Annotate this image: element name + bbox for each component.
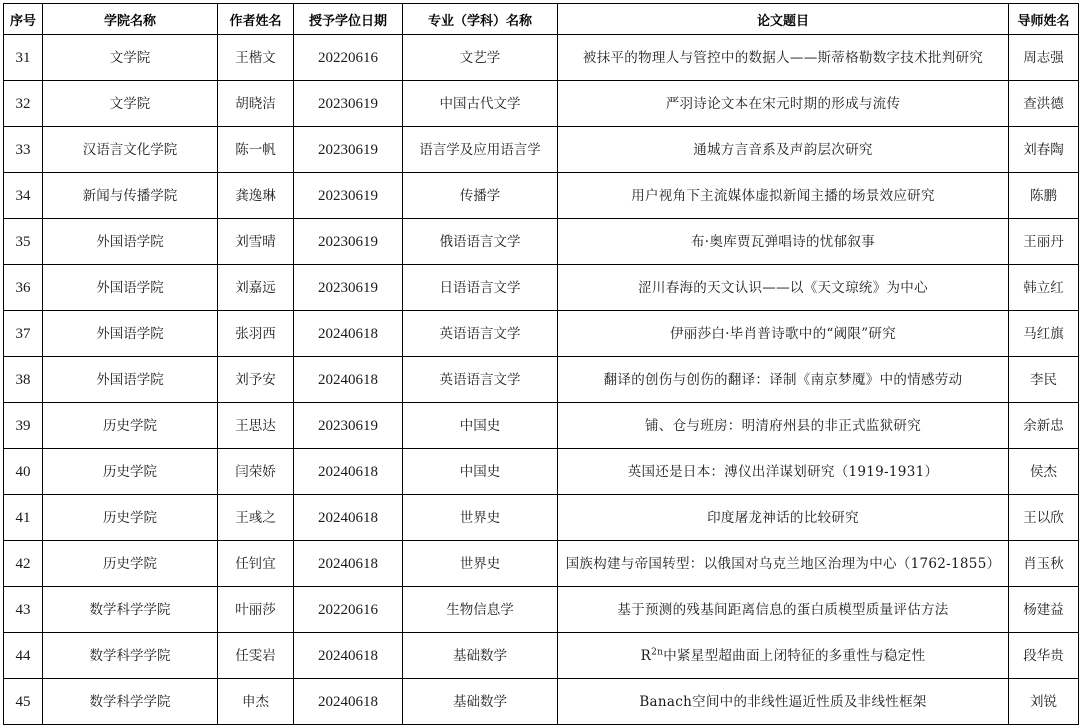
cell-title: 通城方言音系及声韵层次研究 <box>558 127 1009 173</box>
cell-major: 基础数学 <box>403 633 558 679</box>
cell-advisor: 侯杰 <box>1009 449 1079 495</box>
cell-college: 文学院 <box>43 81 218 127</box>
table-row <box>4 541 1079 587</box>
cell-author: 刘嘉远 <box>218 265 294 311</box>
cell-college: 外国语学院 <box>43 311 218 357</box>
cell-college: 外国语学院 <box>43 357 218 403</box>
title-text: 中紧星型超曲面上闭特征的多重性与稳定性 <box>663 647 926 664</box>
cell-college: 数学科学学院 <box>43 587 218 633</box>
cell-title: 涩川春海的天文认识——以《天文琼统》为中心 <box>558 265 1009 311</box>
cell-college: 文学院 <box>43 35 218 81</box>
cell-index: 36 <box>4 265 43 311</box>
cell-title: Banach空间中的非线性逼近性质及非线性框架 <box>558 679 1009 725</box>
cell-index: 41 <box>4 495 43 541</box>
cell-date: 20240618 <box>294 679 403 725</box>
title-superscript: 2n <box>651 647 664 657</box>
cell-major: 世界史 <box>403 495 558 541</box>
cell-author: 王思达 <box>218 403 294 449</box>
cell-date: 20230619 <box>294 219 403 265</box>
cell-major: 语言学及应用语言学 <box>403 127 558 173</box>
cell-major: 基础数学 <box>403 679 558 725</box>
table-row <box>4 35 1079 81</box>
cell-author: 王彧之 <box>218 495 294 541</box>
cell-author: 张羽西 <box>218 311 294 357</box>
cell-advisor: 李民 <box>1009 357 1079 403</box>
cell-index: 35 <box>4 219 43 265</box>
cell-author: 闫荣娇 <box>218 449 294 495</box>
cell-major: 生物信息学 <box>403 587 558 633</box>
table-row <box>4 265 1079 311</box>
cell-author: 陈一帆 <box>218 127 294 173</box>
cell-college: 数学科学学院 <box>43 679 218 725</box>
cell-advisor: 段华贵 <box>1009 633 1079 679</box>
cell-index: 32 <box>4 81 43 127</box>
cell-index: 38 <box>4 357 43 403</box>
cell-title <box>558 633 1009 679</box>
cell-major: 中国史 <box>403 449 558 495</box>
cell-index: 33 <box>4 127 43 173</box>
cell-author: 王楷文 <box>218 35 294 81</box>
cell-college: 外国语学院 <box>43 219 218 265</box>
table-row <box>4 403 1079 449</box>
cell-major: 中国史 <box>403 403 558 449</box>
cell-author: 胡晓洁 <box>218 81 294 127</box>
cell-title: 被抹平的物理人与管控中的数据人——斯蒂格勒数字技术批判研究 <box>558 35 1009 81</box>
cell-index: 40 <box>4 449 43 495</box>
cell-college: 外国语学院 <box>43 265 218 311</box>
cell-advisor: 韩立红 <box>1009 265 1079 311</box>
cell-author: 龚逸琳 <box>218 173 294 219</box>
cell-major: 日语语言文学 <box>403 265 558 311</box>
cell-major: 俄语语言文学 <box>403 219 558 265</box>
cell-date: 20220616 <box>294 587 403 633</box>
title-symbol: R <box>640 647 652 664</box>
table-row <box>4 81 1079 127</box>
cell-advisor: 马红旗 <box>1009 311 1079 357</box>
cell-index: 43 <box>4 587 43 633</box>
cell-advisor: 查洪德 <box>1009 81 1079 127</box>
cell-major: 文艺学 <box>403 35 558 81</box>
cell-date: 20230619 <box>294 127 403 173</box>
cell-title: 印度屠龙神话的比较研究 <box>558 495 1009 541</box>
header-major: 专业（学科）名称 <box>403 4 558 35</box>
table-row <box>4 633 1079 679</box>
cell-date: 20230619 <box>294 173 403 219</box>
cell-advisor: 肖玉秋 <box>1009 541 1079 587</box>
header-index: 序号 <box>4 4 43 35</box>
cell-author: 刘雪晴 <box>218 219 294 265</box>
header-title: 论文题目 <box>558 4 1009 35</box>
cell-college: 历史学院 <box>43 449 218 495</box>
header-row <box>4 4 1079 35</box>
cell-advisor: 刘锐 <box>1009 679 1079 725</box>
cell-author: 刘予安 <box>218 357 294 403</box>
table-row <box>4 495 1079 541</box>
cell-index: 42 <box>4 541 43 587</box>
cell-advisor: 刘春陶 <box>1009 127 1079 173</box>
cell-advisor: 陈鹏 <box>1009 173 1079 219</box>
table-row <box>4 679 1079 725</box>
cell-index: 37 <box>4 311 43 357</box>
cell-title: 伊丽莎白·毕肖普诗歌中的“阈限”研究 <box>558 311 1009 357</box>
cell-author: 任雯岩 <box>218 633 294 679</box>
cell-major: 世界史 <box>403 541 558 587</box>
cell-college: 新闻与传播学院 <box>43 173 218 219</box>
cell-index: 39 <box>4 403 43 449</box>
cell-major: 英语语言文学 <box>403 311 558 357</box>
cell-date: 20240618 <box>294 633 403 679</box>
cell-date: 20230619 <box>294 403 403 449</box>
table-row <box>4 173 1079 219</box>
table-header <box>4 4 1079 35</box>
cell-major: 传播学 <box>403 173 558 219</box>
cell-index: 44 <box>4 633 43 679</box>
cell-advisor: 周志强 <box>1009 35 1079 81</box>
cell-date: 20230619 <box>294 81 403 127</box>
cell-advisor: 王以欣 <box>1009 495 1079 541</box>
cell-title: 基于预测的残基间距离信息的蛋白质模型质量评估方法 <box>558 587 1009 633</box>
cell-author: 任钊宜 <box>218 541 294 587</box>
cell-title: 严羽诗论文本在宋元时期的形成与流传 <box>558 81 1009 127</box>
cell-college: 汉语言文化学院 <box>43 127 218 173</box>
table-row <box>4 587 1079 633</box>
header-date: 授予学位日期 <box>294 4 403 35</box>
header-advisor: 导师姓名 <box>1009 4 1079 35</box>
cell-title: 布·奥库贾瓦弹唱诗的忧郁叙事 <box>558 219 1009 265</box>
cell-author: 叶丽莎 <box>218 587 294 633</box>
cell-author: 申杰 <box>218 679 294 725</box>
cell-college: 历史学院 <box>43 541 218 587</box>
cell-title: 翻译的创伤与创伤的翻译：译制《南京梦魇》中的情感劳动 <box>558 357 1009 403</box>
header-author: 作者姓名 <box>218 4 294 35</box>
table-row <box>4 311 1079 357</box>
cell-title: 用户视角下主流媒体虚拟新闻主播的场景效应研究 <box>558 173 1009 219</box>
cell-title: 国族构建与帝国转型：以俄国对乌克兰地区治理为中心（1762-1855） <box>558 541 1009 587</box>
cell-index: 45 <box>4 679 43 725</box>
table-row <box>4 449 1079 495</box>
cell-college: 数学科学学院 <box>43 633 218 679</box>
cell-date: 20220616 <box>294 35 403 81</box>
thesis-table <box>3 3 1079 725</box>
cell-date: 20240618 <box>294 311 403 357</box>
cell-college: 历史学院 <box>43 403 218 449</box>
cell-date: 20240618 <box>294 357 403 403</box>
header-college: 学院名称 <box>43 4 218 35</box>
cell-advisor: 王丽丹 <box>1009 219 1079 265</box>
cell-major: 英语语言文学 <box>403 357 558 403</box>
cell-date: 20240618 <box>294 449 403 495</box>
cell-date: 20230619 <box>294 265 403 311</box>
cell-college: 历史学院 <box>43 495 218 541</box>
cell-date: 20240618 <box>294 495 403 541</box>
cell-advisor: 余新忠 <box>1009 403 1079 449</box>
table-row <box>4 219 1079 265</box>
cell-major: 中国古代文学 <box>403 81 558 127</box>
table-row <box>4 127 1079 173</box>
table-body <box>4 35 1079 725</box>
cell-title: 铺、仓与班房：明清府州县的非正式监狱研究 <box>558 403 1009 449</box>
cell-date: 20240618 <box>294 541 403 587</box>
table-row <box>4 357 1079 403</box>
cell-index: 34 <box>4 173 43 219</box>
cell-index: 31 <box>4 35 43 81</box>
cell-advisor: 杨建益 <box>1009 587 1079 633</box>
cell-title: 英国还是日本：溥仪出洋谋划研究（1919-1931） <box>558 449 1009 495</box>
